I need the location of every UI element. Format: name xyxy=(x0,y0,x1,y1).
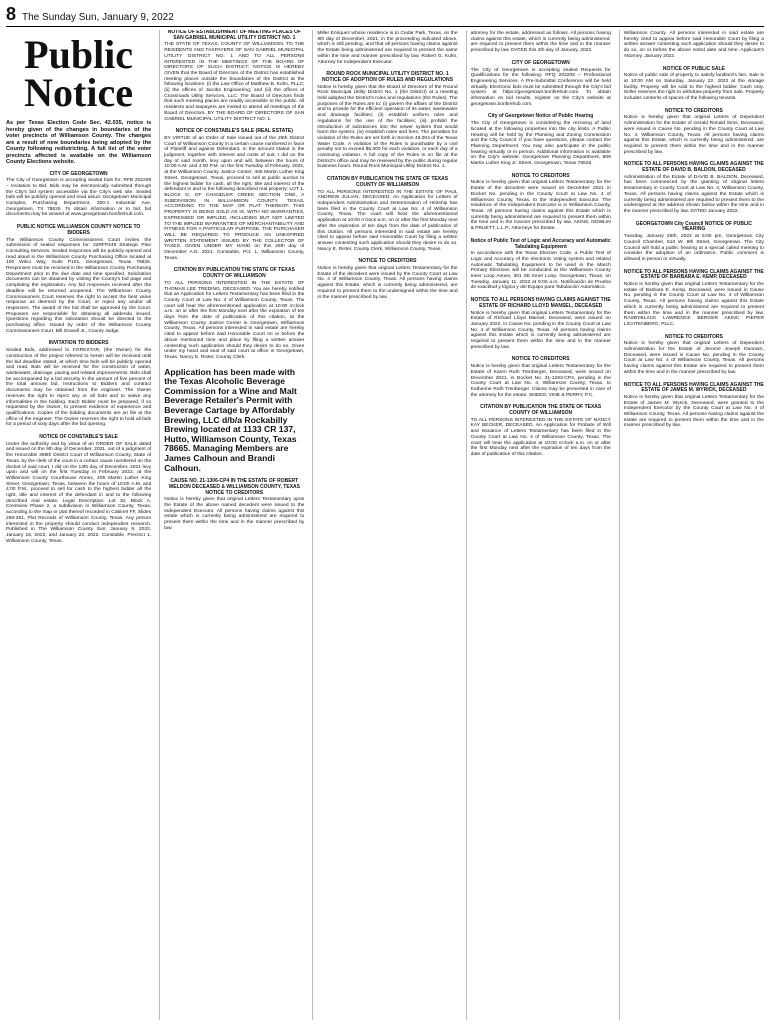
notice xyxy=(164,268,304,360)
notice xyxy=(624,67,764,102)
notice xyxy=(164,30,304,122)
notice-title: CITATION BY PUBLICATION THE STATE OF TEXAS COUNTY OF WILLIAMSON xyxy=(480,404,602,417)
notice-body: Williamson County. All persons interested in said estate are hereby cited to appear before said Honorable Court by filing a written answer contesting such application should they desire to do so, on or before the above noted date and time. Applicant's Attorney. January 2022. xyxy=(623,31,764,59)
notice xyxy=(624,270,764,328)
notice-body: Sealed Bids, addressed to FORESTAR, (the Owner) for the construction of the project referred to herein will be received until the bid deadline stated, at which time bids will be publicly opened and read. Bids will be received for the construction of water, wastewater, drainage, paving and related improvements. Bids shall be accompanied by a bid security in the amount of five percent of the total amount bid. Instructions to Bidders and contract documents may be obtained from the engineer. The Owner reserves the right to reject any or all bids and to waive any informalities in the bidding. Each Bidder must be prepared, if so requested by the Owner, to present evidence of experience and qualifications. Copies of the bidding documents are on file at the office of the engineer. The Owner reserves the right to hold all bids for a period of sixty days after the bid opening. xyxy=(6,348,152,428)
notice-title: GEORGETOWN City Council NOTICE OF PUBLIC HEARING xyxy=(635,220,753,233)
notice-title: NOTICE TO ALL PERSONS HAVING CLAIMS AGAINST THE ESTATE OF RICHARD LLOYD MANSEL, DECEASED xyxy=(470,297,611,309)
notice-body: Notice is hereby given that original Letters Testamentary upon the Estate of the above named decedent were issued to the Independent Executor. All persons having claims against this estate which is currently being administered are required to present them within the time and in the manner prescribed by law. xyxy=(164,497,305,531)
notice-title: CITY OF GEORGETOWN xyxy=(49,170,108,177)
notice-body: Notice is hereby given that original Letters Testamentary for the Estate of Richard Lloyd Mansel, Deceased, were issued on January 2022, in Cause No. pending in the County Court at Law No. 4 of Williamson County, Texas. All persons having claims against this Estate which is currently being administered are required to present them within the time and in the manner prescribed by law. xyxy=(470,310,611,350)
notice-body: Notice is hereby given that original Letters of Dependent Administration for the Estate of Jerome Joseph Dunnam, Deceased, were issued in Cause No. pending in the County Court at Law No. 4 of Williamson County, Texas. All persons having claims against this Estate are required to present them within the time and in the manner prescribed by law. xyxy=(623,341,764,375)
notice-body: Notice is hereby given that original Letters Testamentary for the Estate of Karen Ruth Trenberger, Deceased, were issued on December 2021, in Docket No. 21-1293-CP4, pending in the County Court at Law No. 4, Williamson County, Texas, to Katherine Ruth Trenberger. Claims may be presented in care of the attorney for the estate. SNEED, VINE & PERRY, P.C. xyxy=(470,364,611,398)
notice xyxy=(471,114,611,166)
notice xyxy=(317,177,457,252)
column-2 xyxy=(159,30,304,1020)
notice-body: Notice is hereby given that original Letters Testamentary for the Estate of the decedent were issued by the County Court at Law No. 4 of Williamson County, Texas. All persons having claims against this Estate, which is currently being administered, are required to present them to the undersigned within the time and in the manner prescribed by law. xyxy=(317,266,458,300)
notice-title: NOTICE TO CREDITORS xyxy=(664,107,723,114)
notice-title: CITY OF GEORGETOWN xyxy=(511,59,570,66)
notice xyxy=(471,405,611,457)
notice xyxy=(6,341,151,428)
notice-columns xyxy=(6,30,764,1020)
notice-body: TO ALL PERSONS INTERESTED IN THE ESTATE OF THOMAS LEE TREDING, DECEASED. You are hereby notified that an Application for Letters Testamentary has been filed in the County Court at Law No. 4 of Williamson County, Texas. The court will hear the aforementioned application at 10:00 o'clock a.m. on or after the first Monday next after the expiration of ten days from the date of publication of this citation, at the Williamson County Justice Center in Georgetown, Williamson County, Texas. All persons interested in said estate are hereby cited to appear before said Honorable Court on or before the above mentioned time and place by filing a written answer contesting such application should they desire to do so. Given under my hand and seal of said court at office in Georgetown, Texas. Nancy E. Rister, County Clerk. xyxy=(164,280,305,360)
notice xyxy=(624,335,764,376)
notice xyxy=(317,259,457,300)
newspaper-page xyxy=(6,4,764,1020)
notice-title: NOTICE TO ALL PERSONS HAVING CLAIMS AGAINST THE ESTATE OF DAVID B. BALDON, DECEASED xyxy=(623,161,764,174)
notice-title: NOTICE TO CREDITORS xyxy=(511,356,570,363)
notice-body: Notice is hereby given that original Letters Testamentary for the estate of Barbara E. Kemp, Deceased, were issued in Cause No. pending in the County Court at Law No. 4 of Williamson County, Texas. All persons having claims against this Estate which is currently being administered are required to present them within the time and in the manner prescribed by law. RASBYBLACK LAWRENCE BERGER AKINC PIEPER LICHTENBERG, PLLC. xyxy=(623,282,764,327)
notice-title: NOTICE OF PUBLIC SALE xyxy=(662,65,725,72)
notice-title: NOTICE TO CREDITORS xyxy=(664,333,723,340)
notice-body: The City of Georgetown is accepting sealed Requests for Qualifications for the following: RFQ 202205 – Professional Engineering Services. A Pre-Submittal Conference will be held virtually. Electronic bids must be submitted through the City's bid system at https://georgetown.bonfirehub.com. To obtain information on bid results, register on the City's website at georgetown.bonfirehub.com. xyxy=(470,67,611,107)
notice xyxy=(317,31,457,65)
notice xyxy=(6,225,151,334)
notice-title: CITATION BY PUBLICATION THE STATE OF TEXAS COUNTY OF WILLIAMSON xyxy=(173,267,295,280)
notice-body: Notice is hereby given that original Letters of Dependent Administration for the Estate of Gerald Ronald Sims, Deceased, were issued in Cause No. pending in the County Court at Law No. 4, Williamson County, Texas. All persons having claims against this Estate, which is currently being administered, are required to present them within the time and in the manner prescribed by law. xyxy=(623,115,764,155)
notice-body: Administration of the Estate of DAVID B. BALDON, Deceased, has been commenced by the granting of original letters testamentary in County Court at Law No. 4, Williamson County, Texas. All persons having claims against the Estate which is currently being administered are required to present them to the undersigned at the address shown below within the time and in the manner prescribed by law. DATED January 2022. xyxy=(623,174,764,214)
notice xyxy=(471,31,611,54)
notice-body: The City of Georgetown is considering the rezoning of land located at the following properties into the city limits. A Public Hearing will be held by the Planning and Zoning Commission and the City Council. If you have questions, please contact the Planning Department. You may also participate in the public hearing virtually or in person. Additional information is available on the City's website. Georgetown Planning Department, 809 Martin Luther King Jr. Street, Georgetown, Texas 78626. xyxy=(470,121,611,167)
tabc-permit-notice: Application has been made with the Texas Alcoholic Beverage Commission for a Wine and Malt Beverage Retailer's Permit with Beverage Cartage by Affordably Brewing, LLC d/b/a Rockabilly Brewing located at 1133 CR 137, Hutto, Williamson County, Texas 78665. Managing Members are James Calhoun and Brandi Calhoun. xyxy=(164,366,297,473)
notice-title: Notice of Public Test of Logic and Accuracy and Automatic Tabulating Equipment xyxy=(470,237,611,250)
notice-body: The City of Georgetown is accepting sealed bids for: RFB 202209 – Invitation to Bid. Bids may be electronically submitted through the City's bid system accessible via the City's web site. Sealed bids will be publicly opened and read aloud. Georgetown Municipal Complex, Purchasing Department, 300-1 Industrial Ave, Georgetown, TX 78626. To obtain information or to bid, bid documents may be viewed at www.georgetown.bonfirehub.com. xyxy=(6,178,152,218)
notice xyxy=(624,222,764,263)
notice xyxy=(471,357,611,398)
notice xyxy=(317,72,457,170)
notice-title: CITATION BY PUBLICATION THE STATE OF TEXAS COUNTY OF WILLIAMSON xyxy=(326,176,449,188)
notice xyxy=(624,109,764,156)
notice xyxy=(164,479,304,531)
notice-title: PUBLIC NOTICE WILLIAMSON COUNTY NOTICE TO BIDDERS xyxy=(16,224,141,236)
notice-body: THE STATE OF TEXAS, COUNTY OF WILLIAMSON. TO THE RESIDENTS AND TAXPAYERS OF SAN GABRIEL MUNICIPAL UTILITY DISTRICT NO. 1 AND TO ALL PERSONS INTERESTED IN THE MEETINGS OF THE BOARD OF DIRECTORS OF SUCH DISTRICT: NOTICE IS HEREBY GIVEN that the Board of Directors of the District has established meeting places outside the boundaries of the District at the following locations: (i) the Law Office of Matthew B. Kuhn, PLLC; (ii) the offices of Jacobs Engineering; and (iii) the offices of Crossroads Utility Services, LLC. The Board of Directors finds that such meeting places are readily accessible to the public. All residents and taxpayers are invited to attend all meetings of the Board of Directors. BY THE BOARD OF DIRECTORS OF SAN GABRIEL MUNICIPAL UTILITY DISTRICT NO. 1. xyxy=(164,42,305,122)
notice-body: Tuesday, January 25th, 2022 at 6:00 pm, Georgetown City Council Chamber, 510 W. 9th Street, Georgetown. The City Council will hold a public hearing at a special called meeting to consider the adoption of an ordinance. Public comment is allowed in person or virtually. xyxy=(623,234,764,262)
notice xyxy=(624,31,764,60)
notice-title: NOTICE TO CREDITORS xyxy=(511,172,570,179)
notice-title: INVITATION TO BIDDERS xyxy=(48,340,109,347)
notice-title: NOTICE OF CONSTABLE'S SALE xyxy=(39,434,118,441)
column-1 xyxy=(6,30,151,1020)
notice-title: NOTICE TO CREDITORS xyxy=(358,258,417,265)
notice-title: NOTICE OF CONSTABLE'S SALE (REAL ESTATE) xyxy=(175,128,293,135)
notice-body: BY VIRTUE of an Order of Sale issued out of the 26th District Court of Williamson County in a certain cause numbered in favor of Plaintiff and against Defendant, in the amount stated in the judgment, together with interest and costs of suit, I did on the day of said month, levy upon and will, between the hours of 10:00 A.M. and 4:00 P.M. on the first Tuesday of February, 2022, at the Williamson County Justice Center, 405 Martin Luther King Street, Georgetown, Texas, proceed to sell at public auction to the highest bidder for cash, all the right, title and interest of the defendant in and to the following described real property: LOT 1, BLOCK D, OF CHANDLER CREEK SECTION ONE, A SUBDIVISION IN WILLIAMSON COUNTY, TEXAS, ACCORDING TO THE MAP OR PLAT THEREOF. THIS PROPERTY IS BEING SOLD AS IS, WITH NO WARRANTIES, EXPRESSED OR IMPLIED, INCLUDING BUT NOT LIMITED TO THE IMPLIED WARRANTIES OF MERCHANTABILITY AND FITNESS FOR A PARTICULAR PURPOSE. THE PURCHASER WILL BE REQUIRED TO PRODUCE AN UNEXPIRED WRITTEN STATEMENT ISSUED BY THE COLLECTOR OF TAXES. GIVEN UNDER MY HAND on this 29th day of December A.D. 2021. Constable, Pct. 1, Williamson County, Texas. xyxy=(164,135,305,261)
notice-body: Under the authority and by virtue of an ORDER OF SALE dated and issued on the 9th day of December, 2021, out of a judgment of the Honorable 368th District Court of Williamson County, State of Texas, by the clerk of the court in a certain cause numbered on the docket of said court, I did on the 13th day of December, 2021 levy upon and will on the first Tuesday in February 2022, at the Williamson County Courthouse Annex, 405 Martin Luther King Street, Georgetown, Texas, between the hours of 10:00 A.M. and 4:00 P.M., proceed to sell for cash to the highest bidder all the right, title and interest of the defendant in and to the following described real estate. Legal Description: Lot 10, Block A, Crestview Phase 2, a subdivision in Williamson County, Texas, according to the map or plat thereof recorded in Cabinet FF, Slides 260-261, Plat Records of Williamson County, Texas. Any person interested in the property should conduct independent research. Published in The Williamson County Sun, January 9, 2022, January 16, 2022, and January 23, 2022. Constable, Precinct 1, Williamson County, Texas. xyxy=(6,441,152,544)
public-notice-banner: Public Notice xyxy=(24,32,134,115)
notice xyxy=(471,298,611,350)
page-header xyxy=(6,4,764,27)
notice-title: NOTICE TO ALL PERSONS HAVING CLAIMS AGAINST THE ESTATE OF JAMES M. WYRICK, DECEASED xyxy=(623,381,764,394)
column-3 xyxy=(312,30,457,1020)
notice-body: Notice of public sale of property to satisfy landlord's lien. Sale is at 10:00 AM on Saturday, January 22, 2022 at the storage facility. Property will be sold to the highest bidder. Cash only. Seller reserves the right to withdraw property from sale. Property includes contents of spaces of the following tenants. xyxy=(623,73,764,102)
paper-date: The Sunday Sun, January 9, 2022 xyxy=(22,12,174,23)
column-5 xyxy=(619,30,764,1020)
notice-title: CAUSE NO. 21-1306-CP4 IN THE ESTATE OF ROBERT WELDON DECEASED & WILLIAMSON COUNTY, TEXAS NOTICE TO CREDITORS xyxy=(168,478,300,496)
notice xyxy=(6,435,151,544)
notice-body: TO ALL PERSONS INTERESTED IN THE ESTATE OF NANCY KAY BECKER, DECEASED. An Application for Probate of Will and Issuance of Letters Testamentary has been filed in the County Court at Law No. 4 of Williamson County, Texas. The court will hear the application at 10:00 o'clock a.m. on or after the first Monday next after the expiration of ten days from the date of publication of this citation. xyxy=(470,417,611,457)
notice xyxy=(624,383,764,430)
notice-body: Notice is hereby given that original Letters Testamentary for the Estate of James M. Wyrick, Deceased, were granted to the Independent Executor by the County Court at Law No. 4 of Williamson County, Texas. All persons having claims against the estate are required to present them within the time and in the manner prescribed by law. xyxy=(623,394,764,429)
notice-title: NOTICE OF ESTABLISHMENT OF MEETING PLACES OF SAN GABRIEL MUNICIPAL UTILITY DISTRICT NO. 1 xyxy=(167,30,301,41)
notice-title: City of Georgetown Notice of Public Hearing xyxy=(488,113,594,120)
notice-title: NOTICE TO ALL PERSONS HAVING CLAIMS AGAINST THE ESTATE OF BARBARA E. KEMP, DECEASED xyxy=(623,268,764,281)
notice xyxy=(164,129,304,261)
notice-body: TO ALL PERSONS INTERESTED IN THE ESTATE OF PAUL ANDREW JULIAN, DECEASED. An Application for Letters of Independent Administration and Determination of Heirship has been filed in the County Court at Law No. 4 of Williamson County, Texas. The court will hear the aforementioned application at 10:00 o'clock a.m. on or after the first Monday next after the expiration of ten days from the date of publication of this citation. All persons interested in said estate are hereby cited to appear before said Honorable Court by filing a written answer contesting such application should they desire to do so. Nancy E. Rister, County Clerk, Williamson County, Texas. xyxy=(317,189,458,252)
notice xyxy=(471,61,611,108)
page-number: 8 xyxy=(6,4,17,24)
notice-body: In accordance with the Texas Election Code, a Public Test of Logic and Accuracy of the electronic voting system and related Automatic Tabulating Equipment to be used in the March Primary Elections will be conducted at the Williamson County Inner Loop Annex, 301 SE Inner Loop, Georgetown, Texas, on Tuesday, January 11, 2022 at 9:00 a.m. Notificación de Prueba de exactitud y lógica y del Equipo para Tabulación Automático. xyxy=(470,251,611,291)
notice xyxy=(471,239,611,291)
notice-title: ROUND ROCK MUNICIPAL UTILITY DISTRICT NO. 1 NOTICE OF ADOPTION OF RULES AND REGULATIONS xyxy=(322,71,453,83)
notice-body: Miller Enriquez whose residence is to Cedar Park, Texas, on the 9th day of December, 2021, in the proceeding indicated above, which is still pending, and that all persons having claims against the Estate being administered are required to present the same within the time and manner prescribed by law. Robert G. Kuhn, Attorney for Independent Executor. xyxy=(317,31,458,65)
notice-body: The Williamson County Commissioners Court invites the submission of sealed responses for: 22RFP249 Strategic Plan Consulting Services. Sealed responses will be publicly opened and read aloud in the Williamson County Purchasing Office located at 100 Wilco Way, Suite P101, Georgetown, Texas 78626. Responses must be received in the Williamson County Purchasing Department prior to the due date and time specified. Solicitation documents can be obtained by visiting the County's bid page and completing the registration. Any bid responses received after the deadline will be returned unopened. The Williamson County Commissioners Court reserves the right to accept the best value response as deemed by the Court, or reject any and/or all responses. The award of the bid shall be approved by the Court. Proposers are responsible for obtaining all addenda issued. Questions regarding this solicitation should be directed to the purchasing office. Issued by order of the Williamson County Commissioners Court. Bill Gravell Jr., County Judge. xyxy=(6,237,152,334)
notice xyxy=(6,172,151,219)
notice-body: Notice is hereby given that original Letters Testamentary for the Estate of the decedent were issued on December 2021 in Docket No. pending in the County Court at Law No. 4 of Williamson County, Texas, to the Independent Executor. The residence of the Independent Executor is in Williamson County, Texas. All persons having claims against this Estate which is currently being administered are required to present them within the time and in the manner prescribed by law. AKINS, NOWLIN & PRUETT, L.L.P., Attorneys for Estate. xyxy=(470,180,611,232)
notice xyxy=(624,162,764,214)
column-4 xyxy=(466,30,611,1020)
intro-paragraph: As per Texas Election Code Sec. 42.035, notice is hereby given of the changes in boundaries of the voter precincts of Williamson County. The changes are a result of new boundaries being adopted by the County following redistricting. A full list of the voter precincts affected is available on the Williamson County Elections website. xyxy=(6,120,152,165)
notice-body: Notice is hereby given that the Board of Directors of the Round Rock Municipal Utility District No. 1 (the District) at a meeting held adopted the District's rules and regulations (the Rules). The purposes of the Rules are to: (i) govern the affairs of the District and to provide for the efficient operation of its water, wastewater and drainage facilities; (ii) establish uniform rules and regulations for the use of the facilities; (iii) prohibit the introduction of substances into the sewer system that would harm the system; (iv) establish rates and fees. The penalties for violation of the Rules are set forth in Section 49.004 of the Texas Water Code. A violation of the Rules is punishable by a civil penalty not to exceed $5,000 for each violation, or each day of a continuing violation. A full copy of the Rules is on file at the District's office and may be reviewed by the public during regular business hours. Round Rock Municipal Utility District No. 1. xyxy=(317,84,458,170)
notice xyxy=(471,174,611,232)
notice-body: attorney for the estate, addressed as follows. All persons having claims against this estate, which is currently being administered, are required to present them within the time and in the manner prescribed by law. DATED this 4th day of January, 2022. xyxy=(470,31,611,54)
